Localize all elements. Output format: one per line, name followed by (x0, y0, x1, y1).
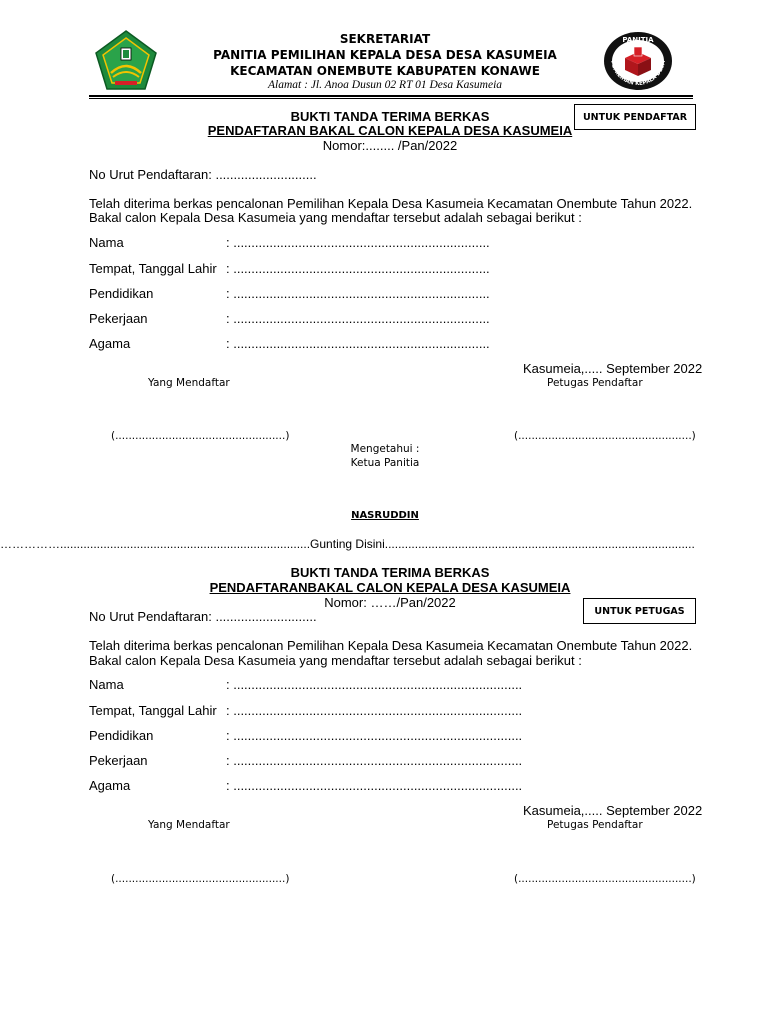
receipt1-para2: Bakal calon Kepala Desa Kasumeia yang mendaftar tersebut adalah sebagai berikut : (89, 210, 582, 225)
receipt1-label-pendidikan: Pendidikan (89, 286, 154, 301)
receipt1-sign-right-blank[interactable]: (....................................................) (514, 430, 696, 442)
receipt1-label-ttl: Tempat, Tanggal Lahir (89, 261, 217, 276)
receipt1-mengetahui: Mengetahui : (350, 443, 420, 455)
header-divider-thin (89, 98, 693, 99)
receipt2-sign-right-blank[interactable]: (....................................................) (514, 873, 696, 885)
receipt1-ketua-name: NASRUDDIN (351, 510, 419, 521)
receipt2-sign-left-blank[interactable]: (...................................................) (111, 873, 290, 885)
header-district: KECAMATAN ONEMBUTE KABUPATEN KONAWE (230, 64, 540, 78)
receipt1-field-pendidikan[interactable]: : ....................................................................... (226, 286, 490, 301)
header-secretariat: SEKRETARIAT (339, 32, 431, 46)
receipt2-para1: Telah diterima berkas pencalonan Pemilihan Kepala Desa Kasumeia Kecamatan Onembute Tahun 2022. (89, 638, 693, 653)
receipt1-label-nama: Nama (89, 235, 124, 250)
receipt2-field-ttl[interactable]: : ................................................................................ (226, 703, 523, 718)
receipt2-field-nama[interactable]: : ................................................................................ (226, 677, 523, 692)
receipt2-field-pendidikan[interactable]: : ................................................................................ (226, 728, 523, 743)
receipt2-label-agama: Agama (89, 778, 131, 793)
cut-line: ……………...........................................................................Gunting Disini............................................................................................. (0, 537, 695, 551)
receipt2-date: Kasumeia,..... September 2022 (523, 803, 703, 818)
receipt1-field-nama[interactable]: : ....................................................................... (226, 235, 490, 250)
receipt1-label-pekerjaan: Pekerjaan (89, 311, 148, 326)
receipt2-subtitle: PENDAFTARANBAKAL CALON KEPALA DESA KASUMEIA (209, 580, 571, 595)
receipt2-no-urut: No Urut Pendaftaran: ............................ (89, 609, 317, 624)
receipt1-ketua-label: Ketua Panitia (350, 457, 420, 469)
receipt1-field-pekerjaan[interactable]: : ....................................................................... (226, 311, 490, 326)
receipt2-number: Nomor: ……/Pan/2022 (324, 595, 456, 610)
receipt2-label-nama: Nama (89, 677, 124, 692)
receipt2-label-pekerjaan: Pekerjaan (89, 753, 148, 768)
receipt2-sign-left-label: Yang Mendaftar (148, 819, 230, 831)
receipt1-no-urut: No Urut Pendaftaran: ............................ (89, 167, 317, 182)
receipt2-para2: Bakal calon Kepala Desa Kasumeia yang mendaftar tersebut adalah sebagai berikut : (89, 653, 582, 668)
receipt1-number: Nomor:........ /Pan/2022 (322, 138, 458, 153)
untuk-petugas-box: UNTUK PETUGAS (583, 598, 696, 624)
receipt2-title: BUKTI TANDA TERIMA BERKAS (290, 565, 490, 580)
untuk-pendaftar-box: UNTUK PENDAFTAR (574, 104, 696, 130)
receipt1-date: Kasumeia,..... September 2022 (523, 361, 703, 376)
receipt2-field-pekerjaan[interactable]: : ................................................................................ (226, 753, 523, 768)
receipt1-label-agama: Agama (89, 336, 131, 351)
header-address: Alamat : Jl. Anoa Dusun 02 RT 01 Desa Kasumeia (267, 79, 503, 91)
receipt1-subtitle: PENDAFTARAN BAKAL CALON KEPALA DESA KASUMEIA (207, 123, 573, 138)
receipt2-field-agama[interactable]: : ................................................................................ (226, 778, 523, 793)
receipt1-sign-left-label: Yang Mendaftar (148, 377, 230, 389)
receipt2-label-ttl: Tempat, Tanggal Lahir (89, 703, 217, 718)
receipt1-field-agama[interactable]: : ....................................................................... (226, 336, 490, 351)
receipt1-para1: Telah diterima berkas pencalonan Pemilihan Kepala Desa Kasumeia Kecamatan Onembute Tahun 2022. (89, 196, 693, 211)
header-divider-thick (89, 95, 693, 97)
logo-arc-text: PEMILIHAN KEPALA DESA (609, 60, 667, 88)
receipt2-sign-right-label: Petugas Pendaftar (547, 819, 643, 831)
receipt1-title: BUKTI TANDA TERIMA BERKAS (290, 109, 490, 124)
receipt1-sign-left-blank[interactable]: (...................................................) (111, 430, 290, 442)
receipt2-label-pendidikan: Pendidikan (89, 728, 154, 743)
header-committee: PANITIA PEMILIHAN KEPALA DESA DESA KASUMEIA (213, 48, 557, 62)
receipt1-sign-right-label: Petugas Pendaftar (547, 377, 643, 389)
receipt1-field-ttl[interactable]: : ....................................................................... (226, 261, 490, 276)
logo-top-text: PANITIA (622, 36, 654, 44)
